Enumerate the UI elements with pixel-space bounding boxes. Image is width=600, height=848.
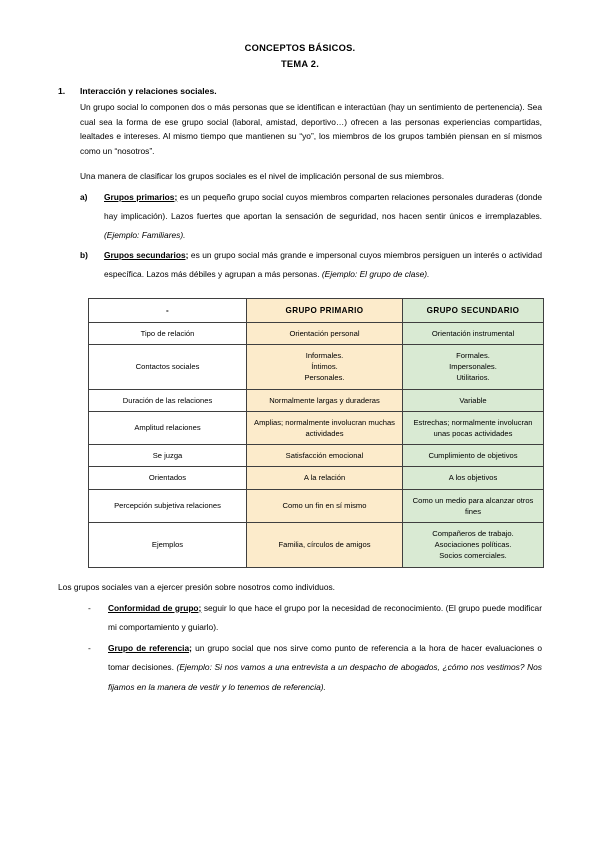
table-row (89, 344, 544, 389)
row-secondary: Variable (403, 389, 544, 411)
row-label: Contactos sociales (89, 344, 247, 389)
term-example: (Ejemplo: Si nos vamos a una entrevista a un despacho de abogados, ¿cómo nos vestimos? Nos fijamos en la manera de vestir y lo tenemos de referencia). (108, 662, 542, 692)
table-row (89, 489, 544, 522)
list-marker: b) (80, 249, 88, 260)
row-secondary: Como un medio para alcanzar otros fines (403, 489, 544, 522)
table-header-row (89, 298, 544, 322)
row-label: Tipo de relación (89, 322, 247, 344)
list-item (58, 599, 542, 638)
dashed-list (58, 599, 542, 698)
section-heading (58, 84, 542, 98)
term-example: (Ejemplo: El grupo de clase). (321, 268, 430, 279)
table-row (89, 467, 544, 489)
row-primary: Familia, círculos de amigos (247, 523, 403, 568)
list-item-body (104, 246, 542, 284)
list-item (58, 639, 542, 698)
row-label: Amplitud relaciones (89, 411, 247, 444)
table-row (89, 411, 544, 444)
row-label: Orientados (89, 467, 247, 489)
row-primary: Informales. Íntimos. Personales. (247, 344, 403, 389)
row-label: Duración de las relaciones (89, 389, 247, 411)
comparison-table-wrapper (88, 298, 543, 568)
row-primary: Como un fin en sí mismo (247, 489, 403, 522)
row-primary: A la relación (247, 467, 403, 489)
term-label: Grupos secundarios; (104, 249, 189, 260)
row-secondary: Cumplimiento de objetivos (403, 445, 544, 467)
row-label: Ejemplos (89, 523, 247, 568)
row-secondary: Compañeros de trabajo. Asociaciones políticas. Socios comerciales. (403, 523, 544, 568)
list-item-body (104, 188, 542, 245)
term-description: seguir lo que hace el grupo por la necesidad de reconocimiento. (El grupo puede modificar mi comportamiento y guiarlo). (108, 602, 542, 633)
table-row (89, 322, 544, 344)
term-example: (Ejemplo: Familiares). (104, 229, 186, 240)
comparison-table (88, 298, 544, 568)
lettered-list (58, 188, 542, 284)
term-label: Grupo de referencia; (108, 642, 192, 653)
list-item (58, 246, 542, 284)
row-secondary: Estrechas; normalmente involucran unas pocas actividades (403, 411, 544, 444)
table-row (89, 523, 544, 568)
term-label: Conformidad de grupo; (108, 602, 202, 613)
table-header-primary: GRUPO PRIMARIO (247, 298, 403, 322)
term-description: un grupo social que nos sirve como punto de referencia a la hora de hacer evaluaciones o tomar decisiones. (108, 642, 542, 673)
row-primary: Satisfacción emocional (247, 445, 403, 467)
paragraph-intro: Un grupo social lo componen dos o más personas que se identifican e interactúan (hay un sentimiento de pertenencia). Sea cual sea la forma de ese grupo social (laboral, amistad, deportivo…) ofrecen a las personas experiencias compartidas, lealtades e intereses. Al mismo tiempo que mantienen su “yo”, los miembros de los grupos también piensan en sí mismos como un “nosotros”. (80, 102, 542, 156)
section-heading-text: Interacción y relaciones sociales. (80, 86, 217, 96)
section-number: 1. (58, 86, 66, 96)
table-header-blank: - (89, 298, 247, 322)
row-primary: Amplias; normalmente involucran muchas actividades (247, 411, 403, 444)
table-header-secondary: GRUPO SECUNDARIO (403, 298, 544, 322)
paragraph-closing: Los grupos sociales van a ejercer presión sobre nosotros como individuos. (58, 581, 335, 592)
term-description: es un grupo social más grande e impersonal cuyos miembros persiguen un interés o actividad específica. Lazos más débiles y agrupan a más personas. (104, 249, 542, 279)
table-row (89, 445, 544, 467)
table-row (89, 389, 544, 411)
document-subtitle: TEMA 2. (280, 59, 320, 69)
list-marker: - (88, 602, 91, 613)
row-secondary: Formales. Impersonales. Utilitarios. (403, 344, 544, 389)
document-title: CONCEPTOS BÁSICOS. (244, 43, 356, 53)
list-marker: - (88, 642, 91, 653)
row-primary: Normalmente largas y duraderas (247, 389, 403, 411)
row-primary: Orientación personal (247, 322, 403, 344)
term-label: Grupos primarios; (104, 191, 178, 202)
paragraph-classification: Una manera de clasificar los grupos sociales es el nivel de implicación personal de sus miembros. (80, 171, 445, 182)
term-description: es un pequeño grupo social cuyos miembros comparten relaciones personales duraderas (donde hay implicación). Lazos fuertes que aportan la sensación de seguridad, nos hacen sentir únicos e irremplazables. (104, 191, 543, 221)
row-label: Percepción subjetiva relaciones (89, 489, 247, 522)
row-secondary: Orientación instrumental (403, 322, 544, 344)
row-label: Se juzga (89, 445, 247, 467)
list-item-body (108, 599, 542, 638)
list-marker: a) (80, 191, 88, 202)
list-item-body (108, 639, 542, 698)
list-item (58, 188, 542, 245)
row-secondary: A los objetivos (403, 467, 544, 489)
